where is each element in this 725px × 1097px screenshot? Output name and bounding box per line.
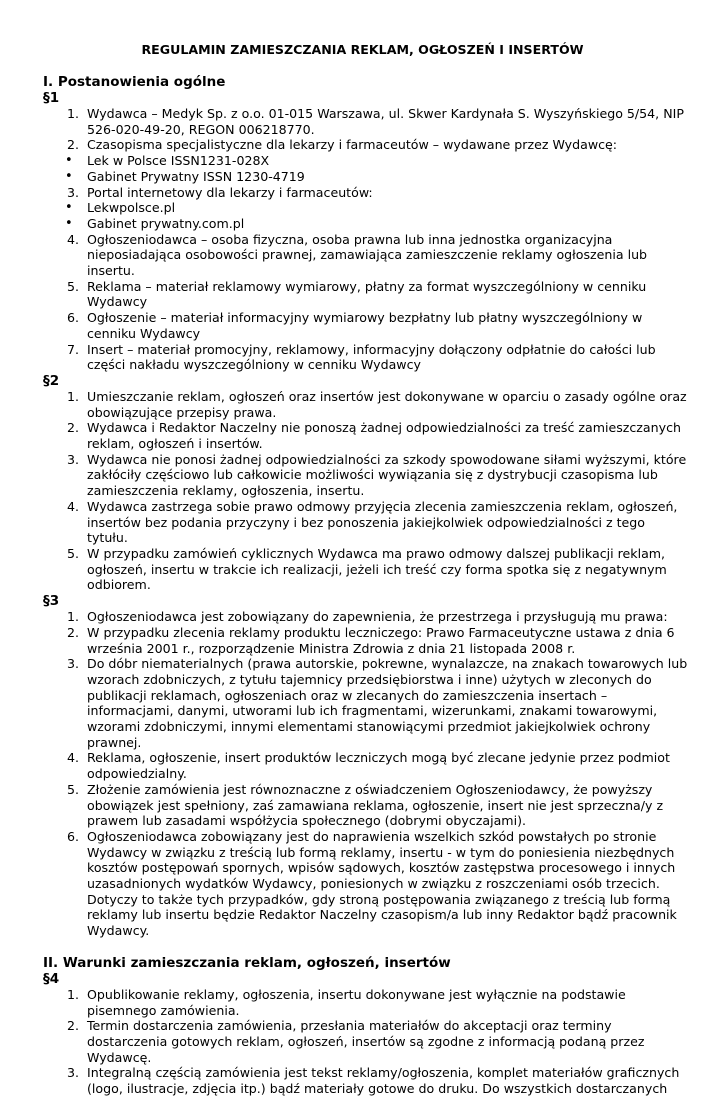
item-text: Wydawca i Redaktor Naczelny nie ponoszą żadnej odpowiedzialności za treść zamieszczanych reklam, ogłoszeń i insertów. xyxy=(87,420,681,452)
list-item xyxy=(43,750,688,781)
item-number: 2. xyxy=(67,137,80,153)
item-text: Wydawca nie ponosi żadnej odpowiedzialności za szkody spowodowane siłami wyższymi, które zakłóciły częściowo lub całkowicie możliwości wywiązania się z dystrybucji czasopisma lub zamieszczenia reklamy, ogłoszenia, insertu. xyxy=(87,451,687,499)
item-text: W przypadku zlecenia reklamy produktu leczniczego: Prawo Farmaceutyczne ustawa z dnia 6 września 2001 r., rozporządzenie Ministra Zdrowia z dnia 21 listopada 2008 r. xyxy=(87,624,675,656)
item-text: Reklama – materiał reklamowy wymiarowy, płatny za format wyszczególniony w cenniku Wydawcy xyxy=(87,278,647,310)
item-text: Lek w Polsce ISSN1231-028X xyxy=(87,153,270,169)
item-text: Reklama, ogłoszenie, insert produktów leczniczych mogą być zlecane jedynie przez podmiot odpowiedzialny. xyxy=(87,750,670,782)
list-item xyxy=(43,1018,688,1065)
item-number: 1. xyxy=(67,986,80,1002)
list-item xyxy=(43,499,688,546)
list-item xyxy=(43,106,688,137)
list-item xyxy=(43,987,688,1018)
item-text: Ogłoszenie – materiał informacyjny wymiarowy bezpłatny lub płatny wyszczególniony w cenniku Wydawcy xyxy=(87,310,643,341)
section-heading: II. Warunki zamieszczania reklam, ogłoszeń, insertów xyxy=(43,954,451,971)
list-item xyxy=(43,342,688,373)
section-spacer xyxy=(43,939,688,955)
item-number: 7. xyxy=(67,341,80,357)
item-text: Lekwpolsce.pl xyxy=(87,200,176,216)
item-number: 2. xyxy=(67,420,80,436)
list-item xyxy=(43,279,688,310)
list-item xyxy=(43,153,688,169)
bullet-marker: • xyxy=(65,215,73,231)
item-number: 3. xyxy=(67,656,80,672)
paragraph-label: §4 xyxy=(43,970,60,987)
list-item xyxy=(43,310,688,341)
list-item xyxy=(43,232,688,279)
item-text: Złożenie zamówienia jest równoznaczne z oświadczeniem Ogłoszeniodawcy, że powyższy obowiązek jest spełniony, zaś zamawiana reklama, ogłoszenie, insert nie jest sprzeczna/y z prawem lub zasadami współżycia społecznego (dobrymi obyczajami). xyxy=(87,781,664,829)
bullet-marker: • xyxy=(65,153,73,169)
paragraph-list xyxy=(43,609,688,939)
list-item xyxy=(43,169,688,185)
paragraph-label: §3 xyxy=(43,593,60,610)
item-text: Opublikowanie reklamy, ogłoszenia, insertu dokonywane jest wyłącznie na podstawie pisemnego zamówienia. xyxy=(87,986,626,1018)
item-number: 3. xyxy=(67,1065,80,1081)
item-text: Gabinet prywatny.com.pl xyxy=(87,215,245,231)
item-number: 6. xyxy=(67,828,80,844)
list-item xyxy=(43,137,688,153)
paragraph-list xyxy=(43,106,688,373)
list-item xyxy=(43,609,688,625)
list-item xyxy=(43,829,688,939)
paragraph-label: §2 xyxy=(43,372,60,389)
item-text: Wydawca zastrzega sobie prawo odmowy przyjęcia zlecenia zamieszczenia reklam, ogłoszeń, insertów bez podania przyczyny i bez ponoszenia jakiejkolwiek odpowiedzialności z tego tytułu. xyxy=(87,498,678,546)
list-item xyxy=(43,625,688,656)
item-number: 4. xyxy=(67,231,80,247)
item-number: 4. xyxy=(67,750,80,766)
paragraph-list xyxy=(43,987,688,1097)
list-item xyxy=(43,1065,688,1096)
list-item xyxy=(43,656,688,750)
item-number: 1. xyxy=(67,609,80,625)
bullet-marker: • xyxy=(65,200,73,216)
item-text: W przypadku zamówień cyklicznych Wydawca ma prawo odmowy dalszej publikacji reklam, ogłoszeń, insertu w trakcie ich realizacji, jeżeli ich treść czy forma spotka się z negatywnym odbiorem. xyxy=(87,545,667,593)
list-item xyxy=(43,216,688,232)
list-item xyxy=(43,420,688,451)
item-number: 5. xyxy=(67,781,80,797)
document-title: REGULAMIN ZAMIESZCZANIA REKLAM, OGŁOSZEŃ I INSERTÓW xyxy=(141,42,584,57)
item-text: Gabinet Prywatny ISSN 1230-4719 xyxy=(87,168,305,184)
item-text: Portal internetowy dla lekarzy i farmaceutów: xyxy=(87,184,373,200)
item-text: Ogłoszeniodawca – osoba fizyczna, osoba prawna lub inna jednostka organizacyjna nieposiadająca osobowości prawnej, zamawiająca zamieszczenie reklamy ogłoszenia lub insertu. xyxy=(87,231,648,279)
item-text: Integralną częścią zamówienia jest tekst reklamy/ogłoszenia, komplet materiałów graficznych (logo, ilustracje, zdjęcia itp.) bądź materiały gotowe do druku. Do wszystkich dostarczanych xyxy=(87,1065,680,1097)
item-text: Czasopisma specjalistyczne dla lekarzy i farmaceutów – wydawane przez Wydawcę: xyxy=(87,137,618,153)
item-text: Wydawca – Medyk Sp. z o.o. 01-015 Warszawa, ul. Skwer Kardynała S. Wyszyńskiego 5/54, NIP 526-020-49-20, REGON 006218770. xyxy=(87,106,684,137)
list-item xyxy=(43,389,688,420)
paragraph-label: §1 xyxy=(43,90,60,106)
item-text: Ogłoszeniodawca zobowiązany jest do naprawienia wszelkich szkód powstałych po stronie Wydawcy w związku z treścią lub formą reklamy, insertu - w tym do poniesienia niezbędnych kosztów postępowań spornych, wpisów sądowych, kosztów zastępstwa procesowego i innych uzasadnionych wydatków Wydawcy, poniesionych w związku z roszczeniami osób trzecich. Dotyczy to także tych przypadków, gdy stroną postępowania związanego z treścią lub formą reklamy lub insertu będzie Redaktor Naczelny czasopism/a lub inny Redaktor bądź pracownik Wydawcy. xyxy=(87,828,677,939)
item-number: 5. xyxy=(67,278,80,294)
paragraph-list xyxy=(43,389,688,593)
item-number: 5. xyxy=(67,545,80,561)
item-text: Insert – materiał promocyjny, reklamowy, informacyjny dołączony odpłatnie do całości lub części nakładu wyszczególniony w cenniku Wydawcy xyxy=(87,341,656,373)
list-item xyxy=(43,782,688,829)
item-text: Do dóbr niematerialnych (prawa autorskie, pokrewne, wynalazcze, na znakach towarowych lub wzorach zdobniczych, z tytułu tajemnicy przedsiębiorstwa i inne) użytych w zleconych do publikacji reklamach, ogłoszeniach oraz w zlecanych do zamieszczenia insertach – informacjami, danymi, utworami lub ich fragmentami, wizerunkami, znakami towarowymi, wzorami zdobniczymi, innymi elementami stanowiącymi przedmiot jakiejkolwiek ochrony prawnej. xyxy=(87,656,688,750)
list-item xyxy=(43,546,688,593)
item-number: 3. xyxy=(67,451,80,467)
item-text: Umieszczanie reklam, ogłoszeń oraz insertów jest dokonywane w oparciu o zasady ogólne oraz obowiązujące przepisy prawa. xyxy=(87,388,687,420)
item-number: 2. xyxy=(67,624,80,640)
item-text: Ogłoszeniodawca jest zobowiązany do zapewnienia, że przestrzega i przysługują mu prawa: xyxy=(87,609,668,625)
list-item xyxy=(43,200,688,216)
document-body xyxy=(43,74,688,1097)
item-text: Termin dostarczenia zamówienia, przesłania materiałów do akceptacji oraz terminy dostarczenia gotowych reklam, ogłoszeń, insertów są zgodne z informacją podaną przez Wydawcę. xyxy=(87,1018,645,1065)
bullet-marker: • xyxy=(65,168,73,184)
item-number: 2. xyxy=(67,1018,80,1034)
section-heading: I. Postanowienia ogólne xyxy=(43,74,226,90)
item-number: 4. xyxy=(67,498,80,514)
list-item xyxy=(43,185,688,201)
item-number: 1. xyxy=(67,388,80,404)
list-item xyxy=(43,452,688,499)
item-number: 1. xyxy=(67,106,80,121)
item-number: 3. xyxy=(67,184,80,200)
item-number: 6. xyxy=(67,310,80,326)
